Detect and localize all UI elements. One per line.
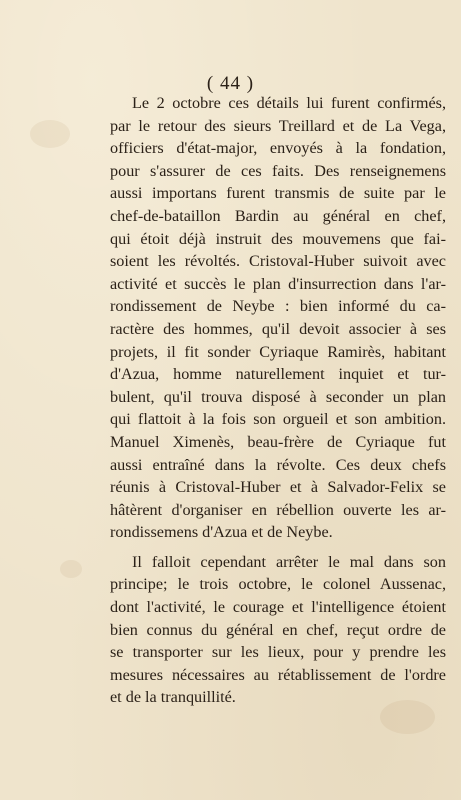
paragraph-gap: [110, 544, 446, 551]
paragraph: [110, 92, 446, 544]
body-text: [110, 92, 446, 709]
text-line: Le 2 octobre ces détails lui furent confirmés,: [132, 94, 446, 112]
text-line: soient les révoltés. Cristoval-Huber suivoit avec: [110, 252, 446, 271]
text-line: principe; le trois octobre, le colonel Aussenac,: [110, 575, 446, 594]
text-line: se transporter sur les lieux, pour y prendre les: [110, 643, 446, 662]
text-line: qui étoit déjà instruit des mouvemens que fai-: [110, 229, 446, 248]
text-line: Il falloit cependant arrêter le mal dans son: [132, 552, 446, 571]
text-line: par le retour des sieurs Treillard et de La Vega,: [110, 116, 446, 135]
text-line: et de la tranquillité.: [110, 688, 236, 707]
text-line: rondissement de Neybe : bien informé du ca-: [110, 297, 446, 316]
text-line: aussi importans furent transmis de suite par le: [110, 184, 446, 203]
text-line: réunis à Cristoval-Huber et à Salvador-Felix se: [110, 478, 446, 497]
page-number: ( 44 ): [206, 73, 255, 94]
text-line: d'Azua, homme naturellement inquiet et tur-: [110, 365, 446, 384]
text-line: Manuel Ximenès, beau-frère de Cyriaque fut: [110, 432, 446, 451]
text-line: officiers d'état-major, envoyés à la fondation,: [110, 139, 446, 158]
text-line: chef-de-bataillon Bardin au général en chef,: [110, 206, 446, 225]
text-line: hâtèrent d'organiser en rébellion ouverte les ar-: [110, 500, 446, 519]
text-line: bien connus du général en chef, reçut ordre de: [110, 620, 446, 639]
text-line: dont l'activité, le courage et l'intelligence étoient: [110, 598, 446, 617]
text-line: pour s'assurer de ces faits. Des renseignemens: [110, 161, 446, 180]
text-line: qui flattoit à la fois son orgueil et son ambition.: [110, 410, 446, 429]
text-line: aussi entraîné dans la révolte. Ces deux chefs: [110, 455, 446, 474]
text-line: mesures nécessaires au rétablissement de l'ordre: [110, 665, 446, 684]
paragraph: [110, 551, 446, 709]
text-line: activité et succès le plan d'insurrection dans l'ar-: [110, 274, 446, 293]
paper-stain: [60, 560, 82, 578]
text-line: ractère des hommes, qu'il devoit associer à ses: [110, 319, 446, 338]
text-line: projets, il fit sonder Cyriaque Ramirès, habitant: [110, 342, 446, 361]
text-line: bulent, qu'il trouva disposé à seconder un plan: [110, 387, 446, 406]
paper-stain: [30, 120, 70, 148]
text-line: rondissemens d'Azua et de Neybe.: [110, 523, 333, 542]
